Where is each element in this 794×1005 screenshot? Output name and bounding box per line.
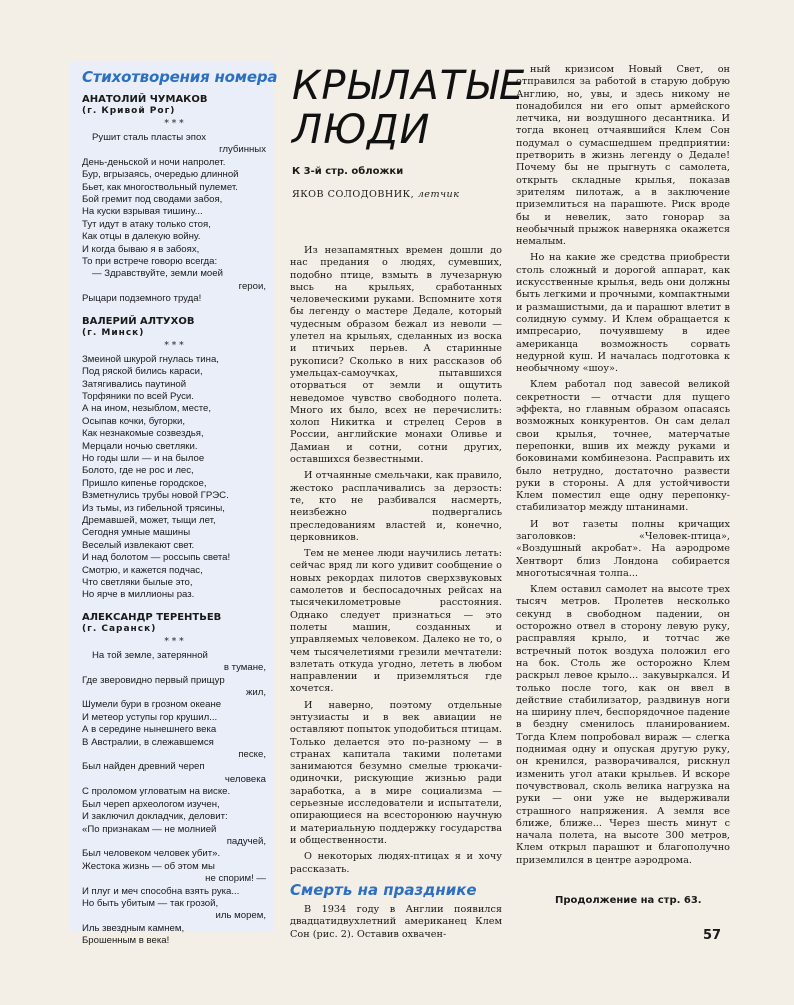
poem-line: Был найден древний череп: [82, 761, 205, 773]
poem-line: Змеиной шкурой гнулась тина,: [82, 353, 219, 365]
poem-line: В Австралии, в слежавшемся: [82, 736, 214, 748]
article-byline: [292, 189, 502, 200]
poem: [82, 316, 266, 602]
poem: [82, 612, 266, 948]
poem-stars: * * *: [164, 119, 184, 129]
section-heading: Смерть на празднике: [290, 880, 477, 899]
poem-line: Болото, где не рос и лес,: [82, 465, 194, 477]
poem-line: Был человеком человек убит».: [82, 848, 221, 860]
poem-line: не спорим! —: [205, 873, 266, 885]
poem-author: ВАЛЕРИЙ АЛТУХОВ: [82, 315, 195, 327]
poem-line: Шумели бури в грозном океане: [82, 699, 222, 711]
poem-line: Смотрю, и кажется подчас,: [82, 564, 203, 576]
poem-line: И когда бываю я в забоях,: [82, 243, 200, 255]
poem-line: падучей,: [226, 835, 266, 847]
poem: [82, 94, 266, 306]
author-name: ЯКОВ СОЛОДОВНИК,: [292, 189, 415, 200]
poem-line: Затягивались паутиной: [82, 378, 187, 390]
poem-line: И плуг и меч способна взять рука...: [82, 885, 240, 897]
poem-line: Тут идут в атаку только стоя,: [82, 218, 211, 230]
poem-line: И метеор уступы гор крушил...: [82, 711, 218, 723]
author-role: летчик: [417, 189, 460, 200]
poem-city: (г. Саранск): [82, 623, 157, 634]
page-number: 57: [703, 928, 722, 943]
article-paragraph: ный кризисом Новый Свет, он отправился за работой в старую добрую Англию, но, увы, и здесь никому не понадобился ни его опыт армейского летчика, ни воздушного десантника. И тогда вконец отчаявшийся Клем Сон подумал о сумасшедшем предприятии: претворить в жизнь легенду о Дедале! Почему бы не прыгнуть с самолета, открыть складные крылья, показав зрителям пилотаж, а в заключение приземлиться на парашюте. Риск вроде бы и невелик, зато гонорар за необычный прыжок наверняка окажется немалым.: [516, 64, 730, 248]
section-paragraphs: [290, 904, 502, 941]
poem-line: Мерцали ночью светляки.: [82, 440, 198, 452]
poem-line: «По признакам — не молнией: [82, 823, 217, 835]
article-paragraph: И отчаянные смельчаки, как правило, жестоко расплачивались за дерзость: те, кто не разбивался насмерть, неизбежно подвергались преследованиям властей и, конечно, церковников.: [290, 470, 502, 543]
article-title-line-2: ЛЮДИ: [292, 107, 431, 153]
poem-line: А на ином, незыблом, месте,: [82, 403, 212, 415]
poem-author: АНАТОЛИЙ ЧУМАКОВ: [82, 94, 208, 105]
poem-line: Торфяники по всей Руси.: [82, 390, 194, 402]
poem-author: АЛЕКСАНДР ТЕРЕНТЬЕВ: [82, 611, 222, 623]
poem-line: герои,: [238, 280, 266, 292]
article-paragraph: Клем оставил самолет на высоте трех тысяч метров. Пролетев несколько секунд в свободном падении, он осторожно отвел в сторону левую руку, расправляя крыло, и тотчас же встречный поток воздуха положил его на бок. Столь же осторожно Клем раскрыл левое крыло... закувыркался. И только после того, как он ввел в действие стабилизатор, раздвинув ноги на ширину плеч, беспорядочное падение в бездну сменилось планированием. Тогда Клем попробовал вираж — слегка поднимая одну и опуская другую руку, он кренился, разворачивался, рискнул изменить угол атаки крыльев. И вскоре почувствовал, сколь велика нагрузка на руки — они уже не выдерживали страшного напряжения. А земля все ближе, ближе... Через шесть минут с начала полета, на высоте 300 метров, Клем открыл парашют и благополучно приземлился в центре аэродрома.: [516, 584, 730, 866]
article-paragraph: Но на какие же средства приобрести столь сложный и дорогой аппарат, как искусственные крылья, ведь они должны быть легкими и прочными, компактными и размашистыми, да и парашют влетит в солидную сумму. И Клем обращается к импресарио, почуявшему в идее американца возможность сорвать недурной куш. И началась подготовка к необычному «шоу».: [516, 252, 730, 375]
poem-line: жил,: [245, 687, 266, 699]
poem-line: Под ряской бились караси,: [82, 366, 203, 378]
poem-line: Брошенным в века!: [82, 935, 170, 947]
poem-line: Рыцари подземного труда!: [82, 293, 202, 305]
poem-line: Из тьмы, из гибельной трясины,: [82, 502, 225, 514]
poem-line: С проломом угловатым на виске.: [82, 786, 231, 798]
poem-city: (г. Минск): [82, 327, 145, 338]
article-paragraph: Тем не менее люди научились летать: сейчас вряд ли кого удивит сообщение о новых рекордах пилотов сверхзвуковых самолетов и беспосадочных рейсах на тысячекилометровые расстояния. Однако следует признаться — это полеты машин, созданных и управляемых человеком. Далеко не то, о чем тысячелетиями грезили мечтатели: взлетать откуда угодно, лететь в любом направлении и приземляться где хочется.: [290, 548, 502, 695]
article-subtitle: К 3-й стр. обложки: [292, 166, 404, 177]
poem-line: Бьет, как многоствольный пулемет.: [82, 181, 238, 193]
article-header: [292, 63, 526, 200]
poem-line: А в середине нынешнего века: [82, 724, 217, 736]
poems-sidebar: [70, 62, 278, 947]
poem-line: в тумане,: [223, 662, 266, 674]
poem-line: Как незнакомые созвездья,: [82, 428, 204, 440]
poem-line: Иль звездным камнем,: [82, 922, 185, 934]
poem-line: И заключил докладчик, деловит:: [82, 811, 228, 823]
poem-line: Взметнулись трубы новой ГРЭС.: [82, 490, 229, 502]
poem-line: То при встрече говорю всегда:: [82, 256, 218, 268]
article-paragraph: Клем работал под завесой великой секретности — отчасти для пущего эффекта, но главным образом опасаясь возможных конкурентов. Он сам делал свои крылья, точнее, матерчатые перепонки, вшив их между руками и боковинами комбинезона. Расправить их было нетрудно, достаточно развести руки в стороны. А для устойчивости Клем поместил еще одну перепонку-стабилизатор между штанинами.: [516, 379, 730, 514]
poem-line: На той земле, затерянной: [92, 649, 208, 661]
poem-line: песке,: [238, 749, 266, 761]
poem-line: День-деньской и ночи напролет.: [82, 156, 226, 168]
article-column-right: [516, 64, 730, 871]
article-title-line-1: КРЫЛАТЫЕ: [292, 63, 526, 109]
poem-line: Но быть убитым — так грозой,: [82, 897, 219, 909]
poem-line: человека: [224, 773, 266, 785]
poem-line: Пришло кипенье городское,: [82, 477, 207, 489]
poem-line: Бур, вгрызаясь, очередью длинной: [82, 169, 239, 181]
poem-line: Дремавшей, может, тыщи лет,: [82, 514, 216, 526]
poem-stars: * * *: [164, 340, 184, 351]
poem-line: Где зверовидно первый прищур: [82, 674, 225, 686]
article-paragraph: В 1934 году в Англии появился двадцатидвухлетний американец Клем Сон (рис. 2). Оставив охвачен-: [290, 904, 502, 940]
poem-line: Жестока жизнь — об этом мы: [82, 860, 215, 872]
poems-list: [82, 94, 266, 948]
article-paragraph: О некоторых людях-птицах я и хочу рассказать.: [290, 851, 502, 875]
poem-stars: * * *: [164, 636, 184, 647]
poem-line: Сегодня умные машины: [82, 527, 191, 539]
poem-line: Но годы шли — и на былое: [82, 452, 205, 464]
article-paragraph: И вот газеты полны кричащих заголовков: «Человек-птица», «Воздушный акробат». На аэродроме Хентворт близ Лондона собирается многотысячная толпа...: [516, 518, 730, 579]
article-paragraph: Из незапамятных времен дошли до нас предания о людях, сумевших, подобно птице, взмыть в лучезарную высь на крыльях, срабoтанных человеческими руками. Вспомните хотя бы легенду о мастере Дедале, который чудесным образом бежал из неволи — улетел на крыльях, сделанных из воска и птичьих перьев. А старинные рукописи? Сколько в них рассказов об умельцах-самоучках, пытавшихся оторваться от земли и ощутить неведомое чувство свободного полета. Много их было, всех не перечислить: холоп Никитка и стрелец Серов в России, английские монахи Оливье и Дамиан и сотни, сотни других, оставшихся безвестными.: [290, 245, 502, 466]
poem-line: — Здравствуйте, земли моей: [92, 268, 223, 280]
article-column-middle: [290, 245, 502, 945]
continued-note: Продолжение на стр. 63.: [555, 895, 702, 906]
poem-line: глубинных: [219, 144, 266, 156]
middle-paragraphs: [290, 245, 502, 876]
poem-line: Был череп археологом изучен,: [82, 798, 220, 810]
poem-line: Веселый извлекают свет.: [82, 539, 195, 551]
poem-line: Осыпав кочки, бугорки,: [82, 415, 186, 427]
poem-line: Бой гремит под сводами забоя,: [82, 194, 223, 206]
poem-line: И над болотом — россыпь света!: [82, 552, 231, 564]
poems-section-title: Стихотворения номера: [82, 68, 278, 86]
poem-line: Как отцы в далекую войну.: [82, 231, 201, 243]
poem-line: иль морем,: [215, 910, 266, 922]
article-title: [292, 63, 526, 153]
poem-line: Но ярче в миллионы раз.: [82, 589, 195, 601]
poem-line: Что светляки былые это,: [82, 577, 193, 588]
poem-line: На куски взрывая тишину...: [82, 206, 203, 218]
right-paragraphs: [516, 64, 730, 867]
poem-line: Рушит сталь пласты эпох: [92, 132, 206, 143]
poem-city: (г. Кривой Рог): [82, 106, 176, 116]
article-paragraph: И наверно, поэтому отдельные энтузиасты и в век авиации не оставляют попыток уподобиться птицам. Только делается это по-разному — в странах капитала такими полетами занимаются безумно смелые трюкачи-одиночки, рискующие жизнью ради заработка, а в мире социализма — серьезные исследователи и испытатели, опирающиеся на всесторонюю научную и материальную поддержку государства и общественности.: [290, 699, 502, 846]
